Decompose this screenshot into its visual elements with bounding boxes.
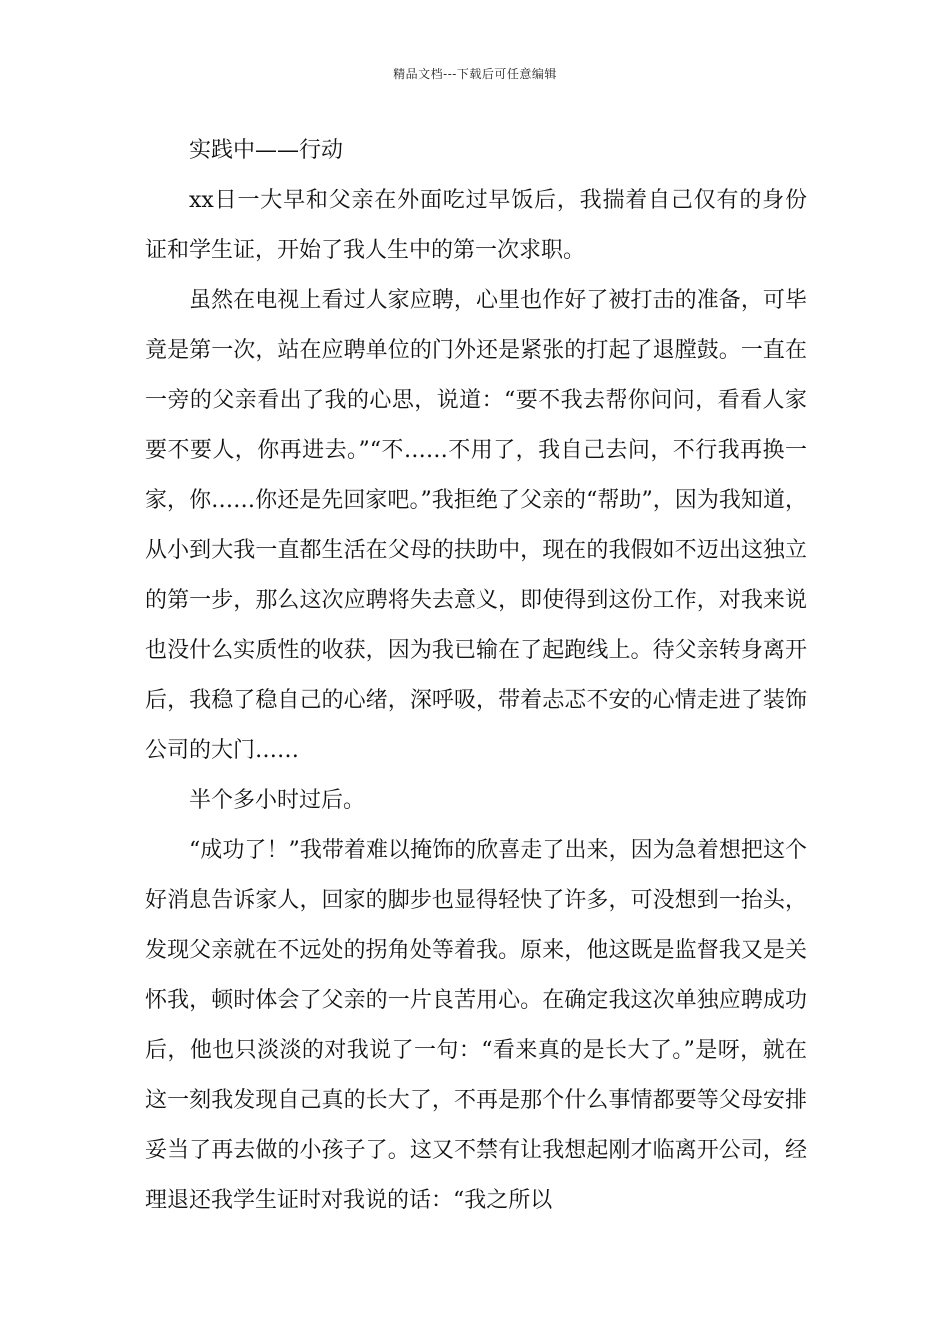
paragraph: “成功了！”我带着难以掩饰的欣喜走了出来，因为急着想把这个好消息告诉家人，回家的脚步也显得轻快了许多，可没想到一抬头，发现父亲就在不远处的拐角处等着我。原来，他这既是监督我又是关怀我，顿时体会了父亲的一片良苦用心。在确定我这次单独应聘成功后，他也只淡淡的对我说了一句：“看来真的是长大了。”是呀，就在这一刻我发现自己真的长大了，不再是那个什么事情都要等父母安排妥当了再去做的小孩子了。这又不禁有让我想起刚才临离开公司，经理退还我学生证时对我说的话：“我之所以 [145,838,807,1213]
document-body [145,126,807,1226]
page-header: 精品文档---下载后可任意编辑 [393,67,557,81]
section-heading: 实践中——行动 [189,138,344,163]
paragraph: 半个多小时过后。 [189,788,366,813]
paragraph: 虽然在电视上看过人家应聘，心里也作好了被打击的准备，可毕竟是第一次，站在应聘单位的门外还是紧张的打起了退膛鼓。一直在一旁的父亲看出了我的心思，说道：“要不我去帮你问问，看看人家要不要人，你再进去。”“不……不用了，我自己去问，不行我再换一家，你……你还是先回家吧。”我拒绝了父亲的“帮助”，因为我知道，从小到大我一直都生活在父母的扶助中，现在的我假如不迈出这独立的第一步，那么这次应聘将失去意义，即使得到这份工作，对我来说也没什么实质性的收获，因为我已输在了起跑线上。待父亲转身离开后，我稳了稳自己的心绪，深呼吸，带着忐忑不安的心情走进了装饰公司的大门…… [145,288,807,763]
paragraph: xx日一大早和父亲在外面吃过早饭后，我揣着自己仅有的身份证和学生证，开始了我人生中的第一次求职。 [145,188,807,263]
